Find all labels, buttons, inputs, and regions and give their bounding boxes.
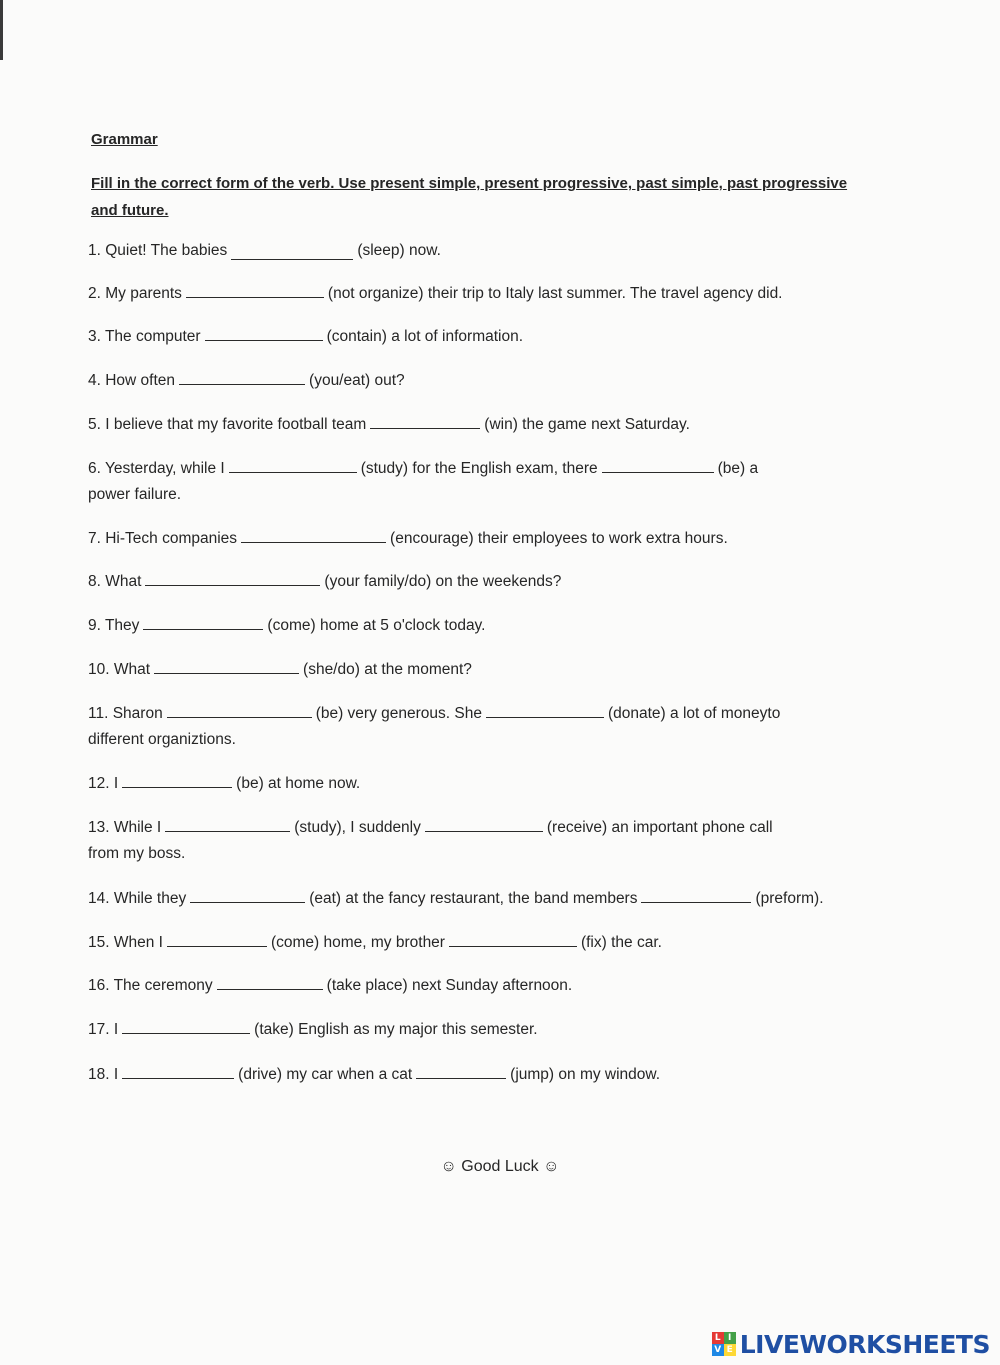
- liveworksheets-mark-icon: L I V E: [712, 1332, 736, 1356]
- question-18: 18. I (drive) my car when a cat (jump) on my window.: [88, 1062, 928, 1088]
- answer-blank-18b[interactable]: [416, 1063, 506, 1079]
- question-10: 10. What (she/do) at the moment?: [88, 657, 928, 683]
- answer-blank-2[interactable]: [186, 282, 324, 298]
- answer-blank-5[interactable]: [370, 413, 480, 429]
- question-6: 6. Yesterday, while I (study) for the English exam, there (be) a power failure.: [88, 456, 928, 508]
- question-13: 13. While I (study), I suddenly (receive) an important phone call from my boss.: [88, 815, 928, 867]
- question-9: 9. They (come) home at 5 o'clock today.: [88, 613, 928, 639]
- liveworksheets-logo: [712, 1330, 990, 1358]
- answer-blank-15b[interactable]: [449, 931, 577, 947]
- answer-blank-12[interactable]: [122, 772, 232, 788]
- question-1: 1. Quiet! The babies (sleep) now.: [88, 242, 441, 259]
- question-4: 4. How often (you/eat) out?: [88, 368, 928, 394]
- answer-blank-4[interactable]: [179, 369, 305, 385]
- question-12: 12. I (be) at home now.: [88, 771, 928, 797]
- answer-blank-16[interactable]: [217, 974, 323, 990]
- question-5: 5. I believe that my favorite football team (win) the game next Saturday.: [88, 412, 928, 438]
- answer-blank-11a[interactable]: [167, 702, 312, 718]
- answer-blank-6a[interactable]: [229, 457, 357, 473]
- question-2: 2. My parents (not organize) their trip to Italy last summer. The travel agency did.: [88, 281, 928, 307]
- question-7: 7. Hi-Tech companies (encourage) their employees to work extra hours.: [88, 526, 928, 552]
- question-14: 14. While they (eat) at the fancy restaurant, the band members (preform).: [88, 886, 928, 912]
- answer-blank-13b[interactable]: [425, 816, 543, 832]
- good-luck-footer: ☺ Good Luck ☺: [440, 1158, 560, 1175]
- question-16: 16. The ceremony (take place) next Sunday afternoon.: [88, 973, 928, 999]
- logo-text: LIVEWORKSHEETS: [739, 1329, 990, 1359]
- answer-blank-14b[interactable]: [641, 887, 751, 903]
- answer-blank-14a[interactable]: [190, 887, 305, 903]
- section-heading: Grammar: [91, 131, 158, 148]
- question-11: 11. Sharon (be) very generous. She (donate) a lot of moneyto different organiztions.: [88, 701, 928, 753]
- answer-blank-18a[interactable]: [122, 1063, 234, 1079]
- question-3: 3. The computer (contain) a lot of information.: [88, 324, 928, 350]
- answer-blank-3[interactable]: [205, 325, 323, 341]
- instructions: Fill in the correct form of the verb. Use present simple, present progressive, past simple, past progressive and future.: [91, 175, 848, 219]
- scan-edge-mark: [0, 0, 3, 60]
- answer-blank-11b[interactable]: [486, 702, 604, 718]
- question-8: 8. What (your family/do) on the weekends?: [88, 569, 928, 595]
- answer-blank-6b[interactable]: [602, 457, 714, 473]
- answer-blank-17[interactable]: [122, 1018, 250, 1034]
- answer-blank-9[interactable]: [143, 614, 263, 630]
- question-15: 15. When I (come) home, my brother (fix) the car.: [88, 930, 928, 956]
- answer-blank-1[interactable]: [231, 242, 353, 260]
- answer-blank-13a[interactable]: [165, 816, 290, 832]
- answer-blank-15a[interactable]: [167, 931, 267, 947]
- answer-blank-8[interactable]: [145, 570, 320, 586]
- answer-blank-7[interactable]: [241, 527, 386, 543]
- question-17: 17. I (take) English as my major this semester.: [88, 1017, 928, 1043]
- answer-blank-10[interactable]: [154, 658, 299, 674]
